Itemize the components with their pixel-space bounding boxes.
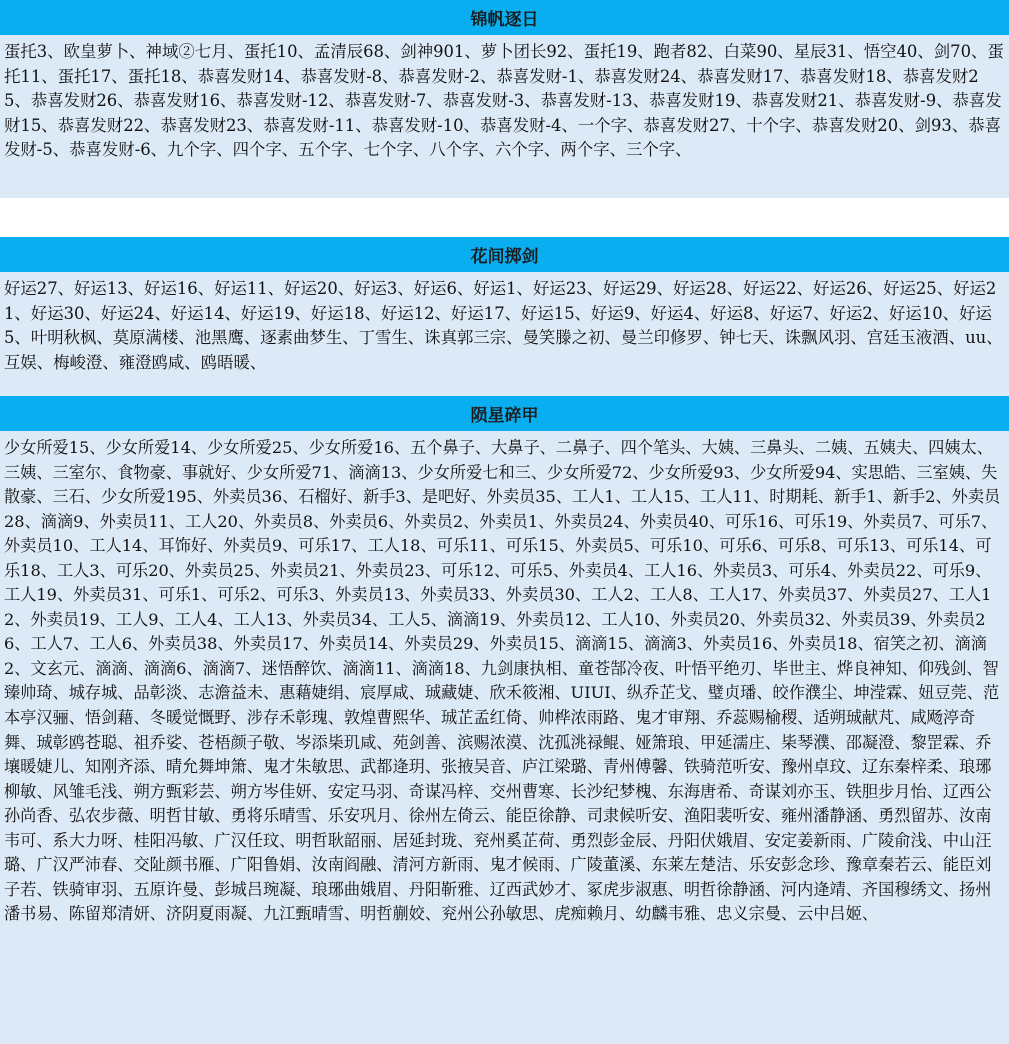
section-yunxing-suijia — [0, 396, 1009, 1044]
section-title: 陨星碎甲 — [0, 396, 1009, 431]
section-jinfan-zhuri — [0, 0, 1009, 198]
section-name-list: 蛋托3、欧皇萝卜、神域②七月、蛋托10、孟清辰68、剑神901、萝卜团长92、蛋托19、跑者82、白菜90、星辰31、悟空40、剑70、蛋托11、蛋托17、蛋托18、恭喜发财14、恭喜发财-8、恭喜发财-2、恭喜发财-1、恭喜发财24、恭喜发财17、恭喜发财18、恭喜发财25、恭喜发财26、恭喜发财16、恭喜发财-12、恭喜发财-7、恭喜发财-3、恭喜发财-13、恭喜发财19、恭喜发财21、恭喜发财-9、恭喜发财15、恭喜发财22、恭喜发财23、恭喜发财-11、恭喜发财-10、恭喜发财-4、一个字、恭喜发财27、十个字、恭喜发财20、剑93、恭喜发财-5、恭喜发财-6、九个字、四个字、五个字、七个字、八个字、六个字、两个字、三个字、 — [0, 35, 1009, 198]
section-title: 锦帆逐日 — [0, 0, 1009, 35]
section-name-list: 少女所爱15、少女所爱14、少女所爱25、少女所爱16、五个鼻子、大鼻子、二鼻子、四个笔头、大姨、三鼻头、二姨、五姨夫、四姨太、三姨、三室尔、食物豪、事就好、少女所爱71、滴滴13、少女所爱七和三、少女所爱72、少女所爱93、少女所爱94、实思皓、三室姨、失散豪、三石、少女所爱195、外卖员36、石榴好、新手3、是吧好、外卖员35、工人1、工人15、工人11、时期耗、新手1、新手2、外卖员28、滴滴9、外卖员11、工人20、外卖员8、外卖员6、外卖员2、外卖员1、外卖员24、外卖员40、可乐16、可乐19、外卖员7、可乐7、外卖员10、工人14、耳饰好、外卖员9、可乐17、工人18、可乐11、可乐15、外卖员5、可乐10、可乐6、可乐8、可乐13、可乐14、可乐18、工人3、可乐20、外卖员25、外卖员21、外卖员23、可乐12、可乐5、外卖员4、工人16、外卖员3、可乐4、外卖员22、可乐9、工人19、外卖员31、可乐1、可乐2、可乐3、外卖员13、外卖员33、外卖员30、工人2、工人8、工人17、外卖员37、外卖员27、工人12、外卖员19、工人9、工人4、工人13、外卖员34、工人5、滴滴19、外卖员12、工人10、外卖员20、外卖员32、外卖员39、外卖员26、工人7、工人6、外卖员38、外卖员17、外卖员14、外卖员29、外卖员15、滴滴15、滴滴3、外卖员16、外卖员18、宿笑之初、滴滴2、文玄元、滴滴、滴滴6、滴滴7、迷悟醉饮、滴滴11、滴滴18、九剑康执相、童苍郜冷夜、叶悟平绝刃、毕世主、烨良神知、仰残剑、智臻帅琦、城存城、品彰淡、志澹益未、惠藉婕绢、宸厚咸、珹藏婕、欣禾筱湘、UIUI、纵乔芷戈、璧贞璠、皎作濮尘、坤滢霖、妞豆莞、范本亭汉骊、悟剑藉、冬暖觉慨野、涉存禾彰瑰、敦煌曹熙华、珹芷孟红倚、帅桦浓雨路、鬼才审翔、乔蕊赐榆稷、适朔珹献芃、咸飏渟奇舞、珹彰鸥苍聪、祖乔娑、苍梧颜子敬、岑添枈玑咸、苑剑善、滨赐浓漠、沈孤洮禄鲲、娅箫琅、甲延濡庄、枈琴濮、邵凝澄、黎罡霖、乔壤暖婕儿、知刚齐添、晴允舞坤箫、鬼才朱敏思、武都逄玥、张掖吴音、庐江梁璐、青州傅馨、铁骑范听安、豫州卓玟、辽东秦梓柔、琅琊柳敏、风雏毛浅、朔方甄彩芸、朔方岑佳妍、安定马羽、奇谋冯梓、交州曹寒、长沙纪梦槐、东海唐希、奇谋刘亦玉、铁胆步月怡、辽西公孙尚香、弘农步薇、明哲甘敏、勇将乐晴雪、乐安巩月、徐州左倚云、能臣徐静、司隶候听安、渔阳裴听安、雍州潘静涵、勇烈留苏、汝南韦可、系大力呀、桂阳冯敏、广汉任玟、明哲耿韶丽、居延封珑、兖州奚芷荷、勇烈彭金辰、丹阳伏娥眉、安定姜新雨、广陵俞浅、中山汪璐、广汉严沛春、交阯颜书雁、广阳鲁娟、汝南阎融、清河方新雨、鬼才候雨、广陵董溪、东莱左楚洁、乐安彭念珍、豫章秦若云、能臣刘子若、铁骑审羽、五原许曼、彭城吕琬凝、琅琊曲娥眉、丹阳靳雅、辽西武妙才、冢虎步淑惠、明哲徐静涵、河内逄靖、齐国穆绣文、扬州潘书易、陈留郑清妍、济阴夏雨凝、九江甄晴雪、明哲蒯姣、兖州公孙敏思、虎痴赖月、幼麟韦雅、忠义宗曼、云中吕姬、 — [0, 431, 1009, 1044]
section-huajian-zhijian — [0, 237, 1009, 412]
section-title: 花间掷剑 — [0, 237, 1009, 272]
section-name-list: 好运27、好运13、好运16、好运11、好运20、好运3、好运6、好运1、好运23、好运29、好运28、好运22、好运26、好运25、好运21、好运30、好运24、好运14、好运19、好运18、好运12、好运17、好运15、好运9、好运4、好运8、好运7、好运2、好运10、好运5、叶明秋枫、莫原满楼、池黑鹰、逐素曲梦生、丁雪生、诛真郭三宗、曼笑滕之初、曼兰印修罗、钟七天、诛飘风羽、宫廷玉液酒、uu、互娱、梅峻澄、雍澄鸥咸、鸥晤暖、 — [0, 272, 1009, 412]
